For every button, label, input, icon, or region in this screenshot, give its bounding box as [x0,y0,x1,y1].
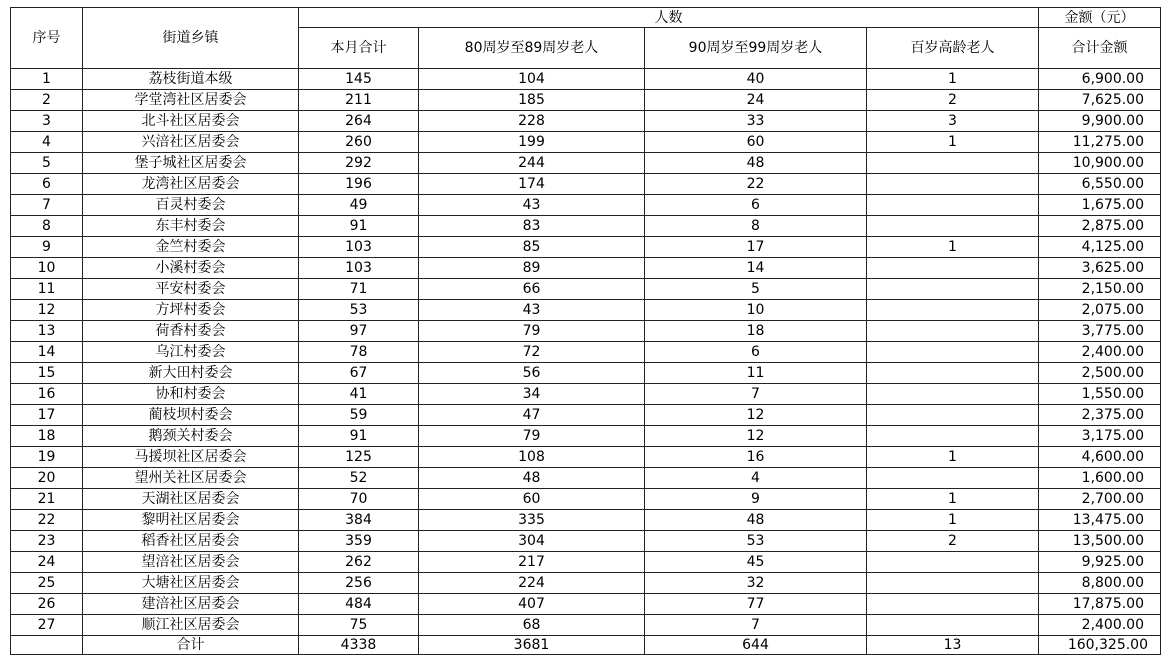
cell-age-80-89: 56 [419,363,645,384]
table-row [11,531,1161,552]
table-row [11,174,1161,195]
cell-seq: 10 [11,258,83,279]
table-row [11,111,1161,132]
table-row [11,153,1161,174]
cell-street: 荔枝街道本级 [83,69,299,90]
cell-age-80-89: 85 [419,237,645,258]
cell-age-80-89: 43 [419,300,645,321]
cell-street: 蔺枝坝村委会 [83,405,299,426]
cell-centenarian [867,573,1039,594]
cell-centenarian [867,426,1039,447]
cell-age-80-89: 228 [419,111,645,132]
elderly-subsidy-table [10,7,1161,655]
table-row [11,384,1161,405]
cell-street: 大塘社区居委会 [83,573,299,594]
cell-street: 百灵村委会 [83,195,299,216]
totals-age-90-99: 644 [645,636,867,655]
cell-month-total: 292 [299,153,419,174]
cell-age-90-99: 33 [645,111,867,132]
cell-amount: 2,400.00 [1039,615,1161,636]
cell-age-80-89: 244 [419,153,645,174]
cell-seq: 9 [11,237,83,258]
cell-centenarian: 1 [867,132,1039,153]
cell-age-80-89: 174 [419,174,645,195]
cell-centenarian: 1 [867,237,1039,258]
cell-centenarian [867,300,1039,321]
cell-age-80-89: 304 [419,531,645,552]
table-row [11,237,1161,258]
cell-seq: 24 [11,552,83,573]
cell-age-80-89: 407 [419,594,645,615]
cell-amount: 3,625.00 [1039,258,1161,279]
cell-centenarian [867,195,1039,216]
table-row [11,468,1161,489]
cell-age-90-99: 32 [645,573,867,594]
cell-centenarian: 1 [867,69,1039,90]
cell-age-80-89: 217 [419,552,645,573]
cell-month-total: 71 [299,279,419,300]
cell-centenarian: 3 [867,111,1039,132]
table-row [11,195,1161,216]
cell-age-90-99: 10 [645,300,867,321]
cell-amount: 2,150.00 [1039,279,1161,300]
cell-seq: 12 [11,300,83,321]
cell-age-90-99: 12 [645,405,867,426]
cell-seq: 5 [11,153,83,174]
cell-seq: 23 [11,531,83,552]
cell-seq: 16 [11,384,83,405]
cell-centenarian [867,384,1039,405]
cell-amount: 9,925.00 [1039,552,1161,573]
cell-age-80-89: 108 [419,447,645,468]
cell-seq: 4 [11,132,83,153]
table-container [10,7,1161,655]
cell-amount: 6,550.00 [1039,174,1161,195]
cell-centenarian [867,594,1039,615]
cell-month-total: 260 [299,132,419,153]
cell-amount: 7,625.00 [1039,90,1161,111]
totals-seq [11,636,83,655]
cell-age-90-99: 11 [645,363,867,384]
cell-month-total: 67 [299,363,419,384]
cell-centenarian: 2 [867,531,1039,552]
cell-amount: 17,875.00 [1039,594,1161,615]
cell-street: 兴涪社区居委会 [83,132,299,153]
header-street: 街道乡镇 [83,8,299,69]
cell-age-90-99: 60 [645,132,867,153]
totals-centenarian: 13 [867,636,1039,655]
cell-amount: 4,125.00 [1039,237,1161,258]
cell-month-total: 70 [299,489,419,510]
cell-amount: 2,700.00 [1039,489,1161,510]
table-row [11,216,1161,237]
cell-age-80-89: 79 [419,426,645,447]
cell-age-90-99: 53 [645,531,867,552]
cell-seq: 25 [11,573,83,594]
cell-seq: 22 [11,510,83,531]
table-row [11,552,1161,573]
cell-month-total: 256 [299,573,419,594]
cell-age-90-99: 17 [645,237,867,258]
cell-street: 协和村委会 [83,384,299,405]
cell-amount: 13,475.00 [1039,510,1161,531]
cell-seq: 3 [11,111,83,132]
cell-seq: 13 [11,321,83,342]
cell-age-90-99: 18 [645,321,867,342]
cell-age-90-99: 24 [645,90,867,111]
table-row [11,90,1161,111]
cell-age-90-99: 7 [645,384,867,405]
table-row [11,426,1161,447]
totals-amount: 160,325.00 [1039,636,1161,655]
cell-age-80-89: 60 [419,489,645,510]
header-amount-group: 金额（元） [1039,8,1161,28]
cell-amount: 2,500.00 [1039,363,1161,384]
cell-amount: 6,900.00 [1039,69,1161,90]
cell-seq: 11 [11,279,83,300]
cell-seq: 15 [11,363,83,384]
cell-amount: 3,175.00 [1039,426,1161,447]
cell-age-80-89: 104 [419,69,645,90]
cell-month-total: 97 [299,321,419,342]
cell-amount: 1,550.00 [1039,384,1161,405]
cell-age-90-99: 6 [645,342,867,363]
cell-centenarian [867,552,1039,573]
cell-seq: 20 [11,468,83,489]
cell-month-total: 75 [299,615,419,636]
cell-age-90-99: 22 [645,174,867,195]
header-age-90-99: 90周岁至99周岁老人 [645,28,867,69]
cell-month-total: 103 [299,237,419,258]
cell-age-90-99: 12 [645,426,867,447]
cell-age-80-89: 48 [419,468,645,489]
table-row [11,132,1161,153]
table-row [11,279,1161,300]
table-body [11,69,1161,636]
cell-centenarian: 1 [867,489,1039,510]
header-centenarian: 百岁高龄老人 [867,28,1039,69]
cell-street: 望州关社区居委会 [83,468,299,489]
cell-age-90-99: 9 [645,489,867,510]
cell-age-90-99: 48 [645,510,867,531]
cell-street: 方坪村委会 [83,300,299,321]
cell-centenarian: 1 [867,447,1039,468]
cell-month-total: 53 [299,300,419,321]
cell-month-total: 91 [299,216,419,237]
cell-street: 马援坝社区居委会 [83,447,299,468]
cell-age-90-99: 45 [645,552,867,573]
header-row-1 [11,8,1161,28]
totals-month-total: 4338 [299,636,419,655]
cell-seq: 18 [11,426,83,447]
cell-amount: 10,900.00 [1039,153,1161,174]
cell-amount: 2,375.00 [1039,405,1161,426]
cell-seq: 1 [11,69,83,90]
cell-age-90-99: 14 [645,258,867,279]
cell-age-90-99: 8 [645,216,867,237]
cell-age-90-99: 6 [645,195,867,216]
cell-street: 北斗社区居委会 [83,111,299,132]
cell-street: 小溪村委会 [83,258,299,279]
totals-label: 合计 [83,636,299,655]
cell-month-total: 384 [299,510,419,531]
cell-month-total: 262 [299,552,419,573]
cell-centenarian [867,615,1039,636]
cell-age-90-99: 5 [645,279,867,300]
totals-age-80-89: 3681 [419,636,645,655]
cell-month-total: 211 [299,90,419,111]
cell-month-total: 196 [299,174,419,195]
table-row [11,69,1161,90]
header-total-amount: 合计金额 [1039,28,1161,69]
cell-amount: 1,675.00 [1039,195,1161,216]
cell-month-total: 41 [299,384,419,405]
cell-age-90-99: 16 [645,447,867,468]
cell-street: 金竺村委会 [83,237,299,258]
cell-month-total: 78 [299,342,419,363]
cell-street: 学堂湾社区居委会 [83,90,299,111]
cell-centenarian [867,153,1039,174]
cell-street: 乌江村委会 [83,342,299,363]
table-row [11,489,1161,510]
cell-centenarian [867,321,1039,342]
table-row [11,447,1161,468]
table-row [11,510,1161,531]
table-row [11,594,1161,615]
cell-centenarian [867,468,1039,489]
cell-seq: 21 [11,489,83,510]
cell-centenarian: 2 [867,90,1039,111]
cell-age-90-99: 4 [645,468,867,489]
cell-month-total: 91 [299,426,419,447]
cell-age-80-89: 335 [419,510,645,531]
cell-centenarian [867,216,1039,237]
cell-street: 东丰村委会 [83,216,299,237]
cell-centenarian [867,405,1039,426]
cell-month-total: 59 [299,405,419,426]
cell-month-total: 359 [299,531,419,552]
cell-street: 新大田村委会 [83,363,299,384]
cell-centenarian [867,174,1039,195]
cell-seq: 19 [11,447,83,468]
cell-seq: 27 [11,615,83,636]
cell-month-total: 52 [299,468,419,489]
cell-age-80-89: 72 [419,342,645,363]
cell-amount: 2,400.00 [1039,342,1161,363]
cell-age-80-89: 68 [419,615,645,636]
cell-amount: 3,775.00 [1039,321,1161,342]
cell-street: 荷香村委会 [83,321,299,342]
cell-age-80-89: 79 [419,321,645,342]
cell-street: 建涪社区居委会 [83,594,299,615]
cell-centenarian [867,279,1039,300]
cell-age-80-89: 47 [419,405,645,426]
cell-seq: 6 [11,174,83,195]
cell-age-80-89: 224 [419,573,645,594]
cell-street: 稻香社区居委会 [83,531,299,552]
cell-amount: 8,800.00 [1039,573,1161,594]
cell-street: 鹅颈关村委会 [83,426,299,447]
cell-age-80-89: 43 [419,195,645,216]
cell-street: 龙湾社区居委会 [83,174,299,195]
cell-age-80-89: 185 [419,90,645,111]
cell-street: 平安村委会 [83,279,299,300]
cell-age-90-99: 77 [645,594,867,615]
cell-month-total: 264 [299,111,419,132]
cell-street: 顺江社区居委会 [83,615,299,636]
cell-street: 堡子城社区居委会 [83,153,299,174]
table-row [11,258,1161,279]
cell-month-total: 49 [299,195,419,216]
cell-age-80-89: 89 [419,258,645,279]
header-age-80-89: 80周岁至89周岁老人 [419,28,645,69]
header-month-total: 本月合计 [299,28,419,69]
cell-month-total: 484 [299,594,419,615]
table-row [11,573,1161,594]
cell-seq: 8 [11,216,83,237]
table-row [11,300,1161,321]
cell-month-total: 103 [299,258,419,279]
cell-age-80-89: 34 [419,384,645,405]
cell-month-total: 125 [299,447,419,468]
cell-age-80-89: 83 [419,216,645,237]
cell-street: 望涪社区居委会 [83,552,299,573]
cell-amount: 4,600.00 [1039,447,1161,468]
cell-amount: 2,875.00 [1039,216,1161,237]
cell-month-total: 145 [299,69,419,90]
cell-amount: 13,500.00 [1039,531,1161,552]
cell-age-90-99: 48 [645,153,867,174]
totals-row [11,636,1161,655]
table-row [11,405,1161,426]
cell-age-80-89: 66 [419,279,645,300]
table-row [11,615,1161,636]
cell-amount: 11,275.00 [1039,132,1161,153]
table-row [11,342,1161,363]
cell-amount: 9,900.00 [1039,111,1161,132]
cell-centenarian [867,342,1039,363]
table-row [11,321,1161,342]
cell-age-80-89: 199 [419,132,645,153]
cell-seq: 26 [11,594,83,615]
cell-age-90-99: 7 [645,615,867,636]
cell-seq: 7 [11,195,83,216]
header-seq: 序号 [11,8,83,69]
cell-amount: 2,075.00 [1039,300,1161,321]
cell-seq: 2 [11,90,83,111]
cell-centenarian: 1 [867,510,1039,531]
cell-seq: 17 [11,405,83,426]
cell-age-90-99: 40 [645,69,867,90]
table-row [11,363,1161,384]
cell-seq: 14 [11,342,83,363]
cell-centenarian [867,363,1039,384]
cell-centenarian [867,258,1039,279]
cell-amount: 1,600.00 [1039,468,1161,489]
cell-street: 黎明社区居委会 [83,510,299,531]
cell-street: 天湖社区居委会 [83,489,299,510]
header-people-group: 人数 [299,8,1039,28]
